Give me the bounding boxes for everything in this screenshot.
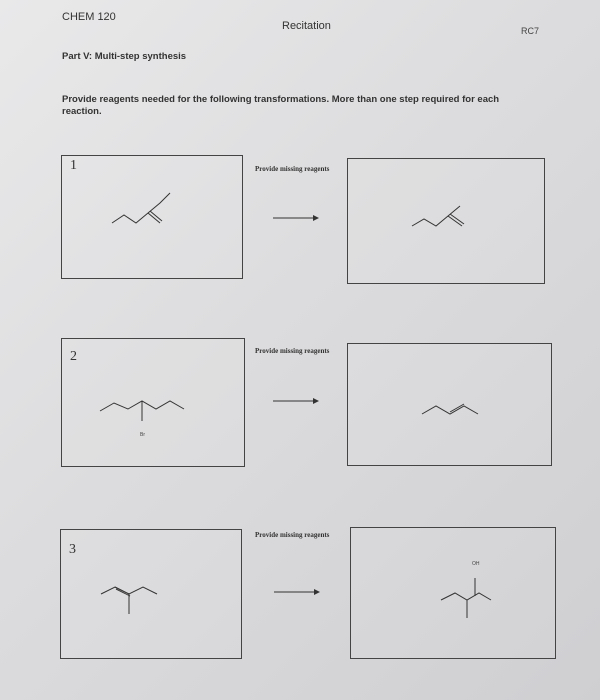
reaction-arrow-icon	[273, 213, 323, 223]
page-title: Recitation	[282, 20, 331, 32]
reagents-prompt: Provide missing reagents	[255, 347, 330, 355]
section-heading: Part V: Multi-step synthesis	[62, 51, 187, 62]
reaction-arrow-icon	[273, 396, 323, 406]
problem-2-start-box	[61, 338, 245, 467]
instructions-text: Provide reagents needed for the following transformations. More than one step required for each reaction.	[62, 94, 500, 117]
problem-2-product-box	[347, 343, 552, 466]
alkyl-bromide-structure	[100, 383, 200, 443]
alkene-product-structure	[414, 394, 494, 434]
reagents-prompt: Provide missing reagents	[255, 165, 330, 173]
problem-1-product-box	[347, 158, 545, 284]
problem-1-start-box	[61, 155, 243, 279]
reaction-arrow-icon	[274, 587, 324, 597]
problem-number: 1	[70, 158, 77, 173]
worksheet-code: RC7	[521, 26, 540, 36]
product-alkene-structure	[404, 181, 484, 241]
problem-3-start-box	[60, 529, 242, 659]
reagents-prompt: Provide missing reagents	[255, 531, 330, 539]
hydroxyl-label: OH	[472, 561, 480, 567]
problem-3-product-box	[350, 527, 556, 659]
problem-number: 3	[69, 542, 76, 557]
bromine-label: Br	[140, 432, 145, 438]
trisubstituted-alkene-structure	[101, 572, 191, 632]
starting-alkene-structure	[102, 178, 182, 238]
tertiary-alcohol-structure	[431, 566, 521, 636]
course-label: CHEM 120	[62, 11, 116, 23]
problem-number: 2	[70, 349, 77, 364]
